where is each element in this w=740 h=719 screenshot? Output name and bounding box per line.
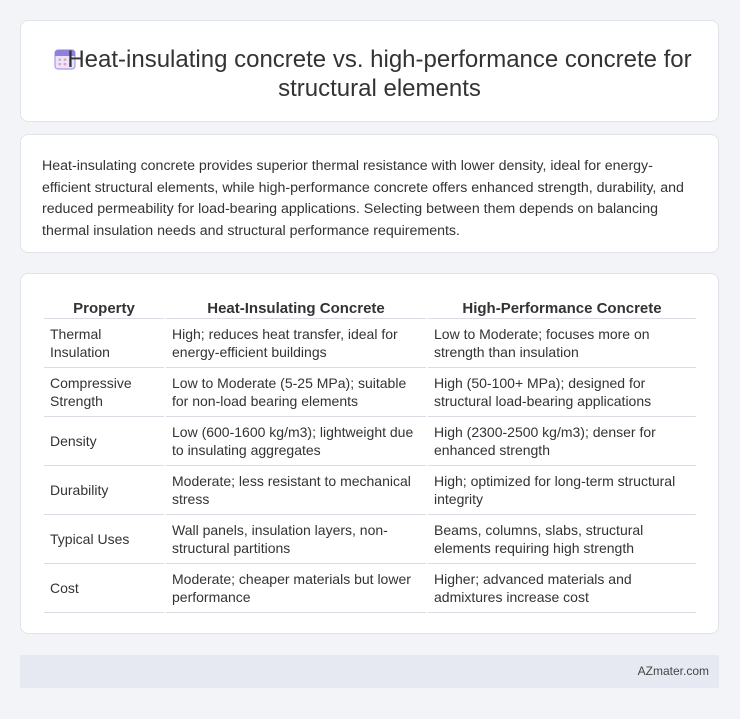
header-high-performance: High-Performance Concrete [428,295,696,319]
summary-text: Heat-insulating concrete provides superior thermal resistance with lower density, ideal for energy-efficient structural elements, while high-performance concrete offers enhanced strength, durability, and reduced permeability for load-bearing applications. Selecting between them depends on balancing thermal insulation needs and structural performance requirements. [42,158,684,239]
row-high-performance: Higher; advanced materials and admixtures increase cost [428,564,696,613]
row-heat-insulating: Low to Moderate (5-25 MPa); suitable for non-load bearing elements [166,368,426,417]
row-property: Durability [44,466,164,515]
row-heat-insulating: High; reduces heat transfer, ideal for energy-efficient buildings [166,319,426,368]
row-high-performance: Low to Moderate; focuses more on strength than insulation [428,319,696,368]
row-high-performance: High (50-100+ MPa); designed for structural load-bearing applications [428,368,696,417]
summary-card [20,134,719,253]
row-heat-insulating: Moderate; cheaper materials but lower performance [166,564,426,613]
table-row [44,319,696,368]
table-header-row [44,295,696,319]
row-high-performance: Beams, columns, slabs, structural elements requiring high strength [428,515,696,564]
row-high-performance: High (2300-2500 kg/m3); denser for enhanced strength [428,417,696,466]
title-card [20,20,719,122]
comparison-table-card [20,273,719,634]
table-row [44,515,696,564]
footer-site-link[interactable]: AZmater.com [637,664,709,678]
row-property: Compressive Strength [44,368,164,417]
row-property: Thermal Insulation [44,319,164,368]
table-row [44,417,696,466]
row-heat-insulating: Low (600-1600 kg/m3); lightweight due to insulating aggregates [166,417,426,466]
table-row [44,368,696,417]
row-property: Density [44,417,164,466]
header-heat-insulating: Heat-Insulating Concrete [166,295,426,319]
row-property: Typical Uses [44,515,164,564]
row-property: Cost [44,564,164,613]
table-row [44,466,696,515]
footer-bar [20,655,719,688]
row-high-performance: High; optimized for long-term structural integrity [428,466,696,515]
header-property: Property [44,295,164,319]
row-heat-insulating: Wall panels, insulation layers, non-structural partitions [166,515,426,564]
comparison-table [42,295,698,613]
table-row [44,564,696,613]
page-title: Heat-insulating concrete vs. high-performance concrete for structural elements [67,46,692,102]
row-heat-insulating: Moderate; less resistant to mechanical stress [166,466,426,515]
